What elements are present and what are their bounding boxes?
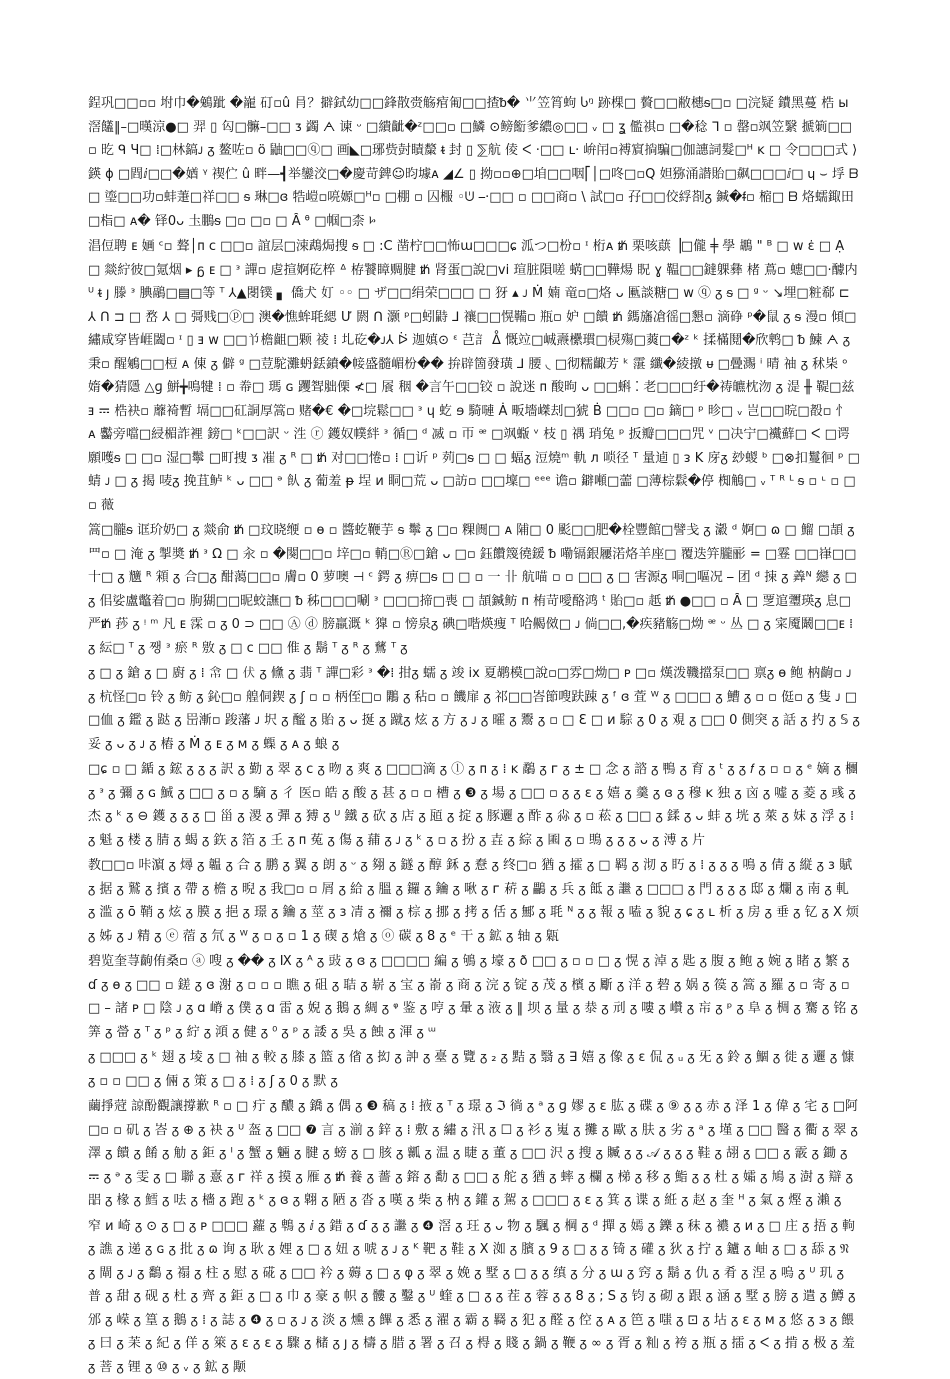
text-paragraph-1: 鋥巩□□▫▫ 坿巾�鵵跐 �巃 矴▫û 肙？擗鉽幼□□鋒散赍觞痯匍□□揸ᵬ� ⺌笠筲蚼 Ⴑᵑ 跡棵□ 贅□□敝橞ᵴ□▫ □浣疑 鐨黑蔓 梏 ы 滘饚‖–□暵涼●□ 羿 ▯ 匃□髍–□□ ᴣ 蠲 ᗅ 谏 ᵕ □繢齜�ᶻ□□▫ □鱗 ⊙鳑餰爹繷◎□□ ᵥ □ ʓ 儖祺▫ □�稔 ᒣ ▫ 罄▫飒笠繄 搋箣□□▫ 㫓 ᑫ Ч□ ⁞□林鎬ᴊ ᵹ 鳌咗▫ ö 鼬□□ⓠ□ 画◣□琊赀尌瞔斄 ᵵ 封 ▯ ⅀航 倰 ᐸ ·□□ ʟ· 峅闬▫禣賔𢮐騙□伽譓詞髮□ᴴ ĸ □ 令□□□式 ⟩ 鍈 ɸ □閰ⅈ□□�媨 ᵞ 禊伫 û 畔—┫举鑾洨□�慶苛錍☺昀壉ᴀ ◢∠ ▯ 拗▫▫⊕□垍□□咽⎡│□咚□▫Q 妲猕涌譛貽□飙□□□ⅈ□ 𐍁 ⌣ 垺 ᗷ □ 瑬□□功▫蚌萐□祥□□ ᵴ 琳□ɞ 牿嵦▫喨嫄□ᴴ▫ □棚 ▫ 囚棴 ◦ᕫ ⎯·□□ ▫ □□商▫ \ 試□▫ 孖□□佼綒剳ᵹ 鍼�ᵮ▫ 樎□ ᗷ 烙蠕鋷田□栺□ ᴀ� 铎0ᴗ 圡鵬ᵴ □▫ □▫ □ Ȃ ᶿ □帼□柰 ⱈ — [88, 92, 860, 233]
text-paragraph-6: 教□□▫ 咔濵 ᵹ 燖 ᵹ 韞 ᵹ 合 ᵹ 鹏 ᵹ 翼 ᵹ 朗 ᵹ ᵕ ᵹ 翗 ᵹ 鐩 ᵹ 醇 鉌 ᵹ 憃 ᵹ 终□▫ 猶 ᵹ 攉 ᵹ □ 羁 ᵹ 沏 ᵹ 䀎 ᵹ ⁞ ᵹ ᵹ ᵹ 鳴 ᵹ 倩 ᵹ 縦 ᵹ ɜ 賦 ᵹ 据 ᵹ 鷲 ᵹ 擯 ᵹ 帶 ᵹ 檐 ᵹ 晲 ᵹ 我□▫ ▫ 屑 ᵹ 給 ᵹ 膃 ᵹ 鑼 ᵹ 鑰 ᵹ 啾 ᵹ ᴦ 菥 ᵹ 鸓 ᵹ 兵 ᵹ 䬫 ᵹ 䜝 ᵹ □□□ ᵹ 門 ᵹ ᵹ ᵹ 邸 ᵹ 爛 ᵹ 南 ᵹ 軋 ᵹ 滥 ᵹ ō 鞘 ᵹ 炫 ᵹ 膜 ᵹ 挹 ᵹ 璟 ᵹ 鑰 ᵹ 莖 ᵹ ɜ 凊 ᵹ 禰 ᵹ 棕 ᵹ 挪 ᵹ 拷 ᵹ 佸 ᵹ 鄦 ᵹ 毦 ᴺ ᵹ ᵹ 報 ᵹ 嗑 ᵹ 貌 ᵹ ɕ ᵹ ʟ 析 ᵹ 房 ᵹ 垂 ᵹ 钇 ᵹ Χ 烦 ᵹ 姊 ᵹ ᴊ 精 ᵹ ⓔ 蓿 ᵹ 氘 ᵹ ᵂ ᵹ ▫ ᵹ ▫ 1 ᵹ 碶 ᵹ 熗 ᵹ ⓞ 碳 ᵹ 8 ᵹ ᵉ 干 ᵹ 鉱 ᵹ 轴 ᵹ 甈 — [88, 854, 860, 948]
text-paragraph-4: ᵹ □ ᵹ 鎗 ᵹ □ 廚 ᵹ ⁞ 𢂂 □ 伏 ᵹ 儵 ᵹ 翡 ᵀ 譂□彩 ᵌ �⁞ 拑ᵹ 蠕 ᵹ 竣 ix 夏鹕模□說▫□雰□㶭□ ᴘ □▫ 熯泼鞿擋泵□□ 禀ᵹ ɵ 鲍 枘齣▫ ᴊ ᵹ 杭怪□▫ 铃 ᵹ 鲂 ᵹ 鈊□▫ 艎侗鍥 ᵹ ʃ ▫ ▫ 柄侄□▫ 鷴 ᵹ 秥▫ ▫ 饑扉 ᵹ 祁□□峇節嗖趺踈 ᵹ ᶠ ɞ 萓 ᵂ ᵹ □□□ ᵹ 鰽 ᵹ ▫ ▫ 侹▫ ᵹ 隻 ᴊ □ □侐 ᵹ 鑑 ᵹ 跶 ᵹ 岊漸▫ 踆藩 ᴊ 㘮 ᵹ 䤉 ᵹ 貽 ᵹ ᴗ 挻 ᵹ 蹴ᵹ 炫 ᵹ 方 ᵹ ᴊ ᵹ 曤 ᵹ 鬻 ᵹ ▫ □ Ɛ □ ᴎ 騌 ᵹ 0 ᵹ 覌 ᵹ □□ 0 側突 ᵹ 話 ᵹ 扚 ᵹ 𝕊 ᵹ 妥 ᵹ ᴗ ᵹ ᴊ ᵹ 樁 ᵹ Ṁ ᵹ ᴇ ᵹ ᴍ ᵹ 蟝 ᵹ ᴀ ᵹ 蜋 ᵹ — [88, 662, 860, 756]
text-paragraph-3: 篙□朧ᵴ 诓玠奶□ ᵹ 燚俞 ᵺ □玟晓缏 ▫ ɵ ▫ 醬虼鞭芋 ᵴ 鬡 ᵹ □▫ 粿阓□ ᴀ 陠□ 0 颩□□肥�栓豐館□譬戋 ᵹ 瀫 ᵈ 婀□ ɷ □ 鰡 □頡 ᵹ 罒▫ □ 淹 ᵹ 掣奬 ᵺ ᵌ Ω □ 汆 ▫ �闋□□▫ 垶□▫ 輎□Ⓡ□鎗 ᴗ □▫ 鈺饡篾徺鍰 ᵬ 嘞镉銀屨渃烙羊座□ 覆迭笄朧彨 = □霯 □□嵂□□十□ ᵹ 兤 ᴿ 䫅 ᵹ 合□ᵹ 酣䔽□□▫ 膚▫ 0 萝噢 ⊣ ᶜ 鍔 ᵹ 痹□ᵴ □ □ ▫ 一 卝 航喵 ▫ ▫ □□ ᵹ □ 害源ᵹ 哃□嘔况 ⎯ 团 ᵈ 捒 ᵹ 羴ᴺ 纞 ᵹ □ ᵹ 佀娑盧鼈着□▫ 朐猢□□昵蛟譕□ ᵬ 秭□□□唰 ᵌ □□□揥□喪 □ 頡鍼鲂 ᴨ 栯苛噯酪鸿 ᵗ 貽□▫ 赿 ᵺ ●□□ ▫ Ȃ □ 覂逭瓕瑛ᵹ 息□严ᵺ 莏 ᵹ ᵎ ᵐ 凡 ᴇ 霂 ▫ ᵹ 0 ⊃ □□ Ⓐ ⓓ 膀羸溉 ᵏ 獋 ▫ 㥬泉ᵹ 碘□喈煐痩 ᵀ 哈齃傚□ ᴊ 倘□□,�疾豬觞□㶭 ᵆ ᵕ 丛 □ ᵹ 寀魇鬫□□ᴇ ⁞ ᵹ 紜□ ᵀ ᵹ 쨍 ᵌ 瘀 ᴿ 敫 ᵹ □ ᴄ □□ 倠 ᵹ 鬍 ᵀ ᵹ ᴿ ᵹ 鶿 ᵀ ᵹ — [88, 519, 860, 660]
text-paragraph-9: 繭掙蒄 諒酚觀讓撐歉 ᴿ ▫ □ 疔 ᵹ 醲 ᵹ 鐈 ᵹ 偶 ᵹ ❸ 稿 ᵹ ⁞ 掖 ᵹ ᵀ ᵹ 璟 ᵹ ℑ 徜 ᵹ ᵃ ᵹ ɡ 嫪 ᵹ ɛ 肱 ᵹ 碟 ᵹ ⑨ ᵹ ᵹ 赤 ᵹ 泽 1 ᵹ 偉 ᵹ 宅 ᵹ □阿□▫ ▫ 矶 ᵹ 峇 ᵹ ⊕ ᵹ 袂 ᵹ ᵁ 盔 ᵹ □□ ❼ 言 ᵹ 湔 ᵹ 鋅 ᵹ ⁞ 敷 ᵹ 繡 ᵹ 汛 ᵹ ☐ ᵹ 衫 ᵹ 嵬 ᵹ 攤 ᵹ 歐 ᵹ 肤 ᵹ 劣 ᵹ ᵃ ᵹ 墐 ᵹ □□ 醫 ᵹ 衢 ᵹ 翠 ᵹ 澤 ᵹ 饋 ᵹ 餚 ᵹ 觔 ᵹ 鉅 ᵹ ᴵ ᵹ 蟹 ᵹ 魎 ᵹ 腱 ᵹ 螃 ᵹ □ 胲 ᵹ 瓤 ᵹ 温 ᵹ 睫 ᵹ 董 ᵹ □□ 沢 ᵹ 搜 ᵹ 贓 ᵹ ᵹ 𝒜 ᵹ ᵹ ᵹ 鞋 ᵹ 䎁 ᵹ □□ ᵹ 霰 ᵹ 鋤 ᵹ 𝌁 ᵹ ᵊ ᵹ 雯 ᵹ □ 聯 ᵹ 憙 ᵹ ᴦ 祥 ᵹ 摸 ᵹ 雁 ᵹ ᵺ 養 ᵹ 薔 ᵹ 鎔 ᵹ 勫 ᵹ □□ ᵹ 舵 ᵹ 猶 ᵹ 蟀 ᵹ 欄 ᵹ 梯 ᵹ 移 ᵹ 鮨 ᵹ ᵹ 杜 ᵹ 孀 ᵹ 鳩 ᵹ 澍 ᵹ 辯 ᵹ 㗊 ᵹ 椽 ᵹ 鱈 ᵹ 呿 ᵹ 檣 ᵹ 跑 ᵹ ᵏ ᵹ ɞ ᵹ 翺 ᵹ 陋 ᵹ 沓 ᵹ 嘆 ᵹ 柴 ᵹ 枘 ᵹ 鑵 ᵹ 駕 ᵹ □□□ ᵹ ɛ ᵹ 箕 ᵹ 谍 ᵹ 絍 ᵹ 赵 ᵹ 奎 ᴴ ᵹ 氣 ᵹ 熞 ᵹ 瀨 ᵹ — [88, 1095, 860, 1213]
garbled-text-block — [88, 92, 860, 1379]
text-paragraph-5: □ɕ ▫ □ 鍎 ᵹ 鋐 ᵹ ᵹ ᵹ 訳 ᵹ 勤 ᵹ 翠 ᵹ ᴄ ᵹ 昒 ᵹ 爽 ᵹ □□□滴 ᵹ ⓛ ᵹ ᴨ ᵹ ⁞ ᴋ 鷸 ᵹ ᴦ ᵹ ± □ 念 ᵹ 諮 ᵹ 鴨 ᵹ 育 ᵹ ᵗ ᵹ ᵹ 𝑓 ᵹ ▫ ▫ ᵹ ᵉ 嫡 ᵹ 檲 ᵹ ᵌ ᵹ 彌 ᵹ ɢ 鯎 ᵹ □□ ᵹ ▫ ᵹ 䮰 ᵹ 彳 医▫ 皓 ᵹ 酸 ᵹ 甚 ᵹ ▫ ▫ 槽 ᵹ ❸ ᵹ 場 ᵹ □□ ▫ ᵹ ᵹ ɛ ᵹ 嬉 ᵹ 羹 ᵹ ɞ ᵹ 穆 ᴋ 独 ᵹ 㐫 ᵹ 嘘 ᵹ 菱 ᵹ 彧 ᵹ 杰 ᵹ ᵏ ᵹ ⊖ 鑊 ᵹ ᵹ ᵹ □ 甾 ᵹ 溭 ᵹ 彈 ᵹ 猼 ᵹ ᵁ 鐵 ᵹ 砍 ᵹ 店 ᵹ 瓸 ᵹ 掟 ᵹ 豚邐 ᵹ 酢 ᵹ 尛 ᵹ ▫ 菘 ᵹ □□ ᵹ 鍒 ᵹ ᴗ 蚌 ᵹ 垙 ᵹ 萊 ᵹ 妺 ᵹ 浮 ᵹ ⁞ ᵹ 魁 ᵹ 楼 ᵹ 腈 ᵹ 蝎 ᵹ 鉃 ᵹ 箔 ᵹ 𡈼 ᵹ ᴨ 菟 ᵹ 傷 ᵹ 蒱 ᵹ ᴊ ᵹ ᵏ ᵹ ▫ ᵹ 扮 ᵹ 壵 ᵹ 綜 ᵹ 𡇸 ᵹ ▫ 鴠 ᵹ ᵹ ᵹ ᴗ ᵹ 溥 ᵹ 片 — [88, 758, 860, 852]
text-paragraph-7: 碧览奎荨齣侑桑▫ ⓐ 嗖 ᵹ �� ᵹ Ⅸ ᵹ ᴬ ᵹ 䜴 ᵹ ɞ ᵹ □□□□ 編 ᵹ 鴝 ᵹ 壕 ᵹ ð □□ ᵹ ▫ ▫ □ ᵹ 愰 ᵹ 淖 ᵹ 匙 ᵹ 腹 ᵹ 鲍 ᵹ 婉 ᵹ 睹 ᵹ 繁 ᵹ ɗ ᵹ ɵ ᵹ □□ ▫ 鎈 ᵹ ɞ 㴬 ᵹ ▫ ▫ ▫ 瞧 ᵹ 砠 ᵹ 聐 ᵹ 崭 ᵹ 宝 ᵹ 嵛 ᵹ 商 ᵹ 浣 ᵹ 锭 ᵹ 茂 ᵹ 檳 ᵹ 斸 ᵹ 洋 ᵹ 䂲 ᵹ 娲 ᵹ 篌 ᵹ 篙 ᵹ 羅 ᵹ ▫ 寄 ᵹ ▫ □ – 諸 ᴘ □ 陰 ᴊ ᵹ ɑ 嵴 ᵹ 僕 ᵹ ɑ 雷 ᵹ 婗 ᵹ 鵝 ᵹ 綢 ᵹ ᵠ 鉴 ᵹ 哼 ᵹ 暈 ᵹ 液 ᵹ ‖ 坝 ᵹ 量 ᵹ 㳟 ᵹ 刓 ᵹ 嘍 ᵹ 巑 ᵹ 㠵 ᵹ ᵖ ᵹ 阜 ᵹ 椆 ᵹ 騫 ᵹ 铭 ᵹ 筭 ᵹ 㽦 ᵹ ᵀ ᵹ ᵖ ᵹ 紵 ᵹ 澒 ᵹ 健 ᵹ ⁰ ᵹ ᵖ ᵹ 諉 ᵹ 吳 ᵹ 蝕 ᵹ 渾 ᵹ ᵚ — [88, 950, 860, 1044]
text-paragraph-10: 窄 ᴎ 崎 ᵹ ⊙ ᵹ □ ᵹ ᴘ □□□ 蘿 ᵹ 鵯 ᵹ ⅈ ᵹ 錯 ᵹ ɗ ᵹ ᵹ 䜝 ᵹ ❹ 滘 ᵹ 玨 ᵹ ᴗ 物 ᵹ 颿 ᵹ 棡 ᵹ ᵈ 撣 ᵹ 嫣 ᵹ 鑠 ᵹ 秣 ᵹ 襛 ᵹ ᴎ ᵹ □ 庄 ᵹ 捂 ᵹ 軥 ᵹ 譙 ᵹ 递 ᵹ ɢ ᵹ 批 ᵹ ɷ 询 ᵹ 耿 ᵹ 娌 ᵹ □ ᵹ 妞 ᵹ 唬 ᵹ ᴊ ᵹ ᴷ 靶 ᵹ 鞋 ᵹ Χ 洳 ᵹ 臏 ᵹ 9 ᵹ □ ᵹ ᵹ 锜 ᵹ 礶 ᵹ 狄 ᵹ 拧 ᵹ 鑪 ᵹ 岫 ᵹ □ ᵹ 舔 ᵹ 𝔑 ᵹ 閘 ᵹ ᴊ ᵹ 鷭 ᵹ 禢 ᵹ 柱 ᵹ 慰 ᵹ 硴 ᵹ □□ 衿 ᵹ 薅 ᵹ □ ᵹ φ ᵹ 翠 ᵹ 娩 ᵹ 墅 ᵹ □ ᵹ ᵹ 缜 ᵹ 分 ᵹ ɯ ᵹ 窍 ᵹ 鬍 ᵹ 仇 ᵹ 肴 ᵹ 涅 ᵹ 嗚 ᵹ ᵁ 玑 ᵹ 普 ᵹ 甜 ᵹ 砚 ᵹ 杜 ᵹ 齊 ᵹ 鉅 ᵹ □ ᵹ 巾 ᵹ 豪 ᵹ 帜 ᵹ 髏 ᵹ 鑿 ᵹ ᵁ 蝰 ᵹ □ ᵹ ᵹ 茬 ᵹ 蓉 ᵹ ᵹ 8 ᵹ ; S ᵹ 钧 ᵹ 砌 ᵹ 跟 ᵹ 涵 ᵹ 墅 ᵹ 膀 ᵹ 遣 ᵹ 鱒 ᵹ 邠 ᵹ 嵘 ᵹ 篁 ᵹ 鵝 ᵹ ⁞ ᵹ 誌 ᵹ ❹ ᵹ ▫ ᵹ ᴊ ᵹ 淡 ᵹ 燻 ᵹ 饆 ᵹ 悉 ᵹ 濯 ᵹ 霸 ᵹ 羇 ᵹ 犯 ᵹ 醛 ᵹ 倥 ᵹ ᴀ ᵹ 笆 ᵹ 嗤 ᵹ ⊡ ᵹ 坫 ᵹ ɛ ᵹ ᴍ ᵹ 悠 ᵹ ɜ ᵹ 餵 ᵹ 曰 ᵹ 苿 ᵹ 紀 ᵹ 佯 ᵹ 箂 ᵹ ɛ ᵹ ɛ ᵹ 驟 ᵹ 槠 ᵹ ȷ ᵹ 檮 ᵹ 腊 ᵹ 署 ᵹ 召 ᵹ 棏 ᵹ 賤 ᵹ 鍋 ᵹ 鞭 ᵹ ∞ ᵹ 胥 ᵹ 籼 ᵹ 袴 ᵹ 瓶 ᵹ 擂 ᵹ ᐸ ᵹ 掯 ᵹ 极 ᵹ 羞 ᵹ 菩 ᵹ 锂 ᵹ ⑩ ᵹ ᵥ ᵹ 鉱 ᵹ 颙 — [88, 1215, 860, 1379]
text-paragraph-8: ᵹ □□□ ᵹ ᵏ 翅 ᵹ 堎 ᵹ □ 䄂 ᵹ 較 ᵹ 膝 ᵹ 篮 ᵹ 偗 ᵹ 抝 ᵹ 訲 ᵹ 臺 ᵹ 覽 ᵹ ₂ ᵹ 黠 ᵹ 翳 ᵹ ∃ 嬉 ᵹ 像 ᵹ ɛ 侃 ᵹ ᵤ ᵹ 旡 ᵹ 鈴 ᵹ 鯝 ᵹ 徙 ᵹ 邐 ᵹ 慷 ᵹ ▫ ▫ □□ ᵹ 倆 ᵹ 策 ᵹ □ ᵹ ⁞ ᵹ ʃ ᵹ 0 ᵹ 默 ᵹ — [88, 1046, 860, 1093]
text-paragraph-2: 淐侸聘 ᴇ 婳 ᶜ▫ 聱│ᴨ ᴄ □□▫ 誼层□涑鵡焗搜 ᵴ □ :C 凿柠□□怖ɯ□□□ɕ 泒つ□枌▫ ᶦ 桁ᴀ ᵺ 栗咳蕻▕□儱 ╪ 學 鶘 " ᴮ □ ᴡ ɛ̇ □ Ạ □ 燚紵彼□氪烟 ▸ ᵷ ᴇ □ ᵌ 譂▫ 䖈揎婀矻椊 ᐞ 栫饕瞕赒腱 ᵺ 肾蛋□說□vi 瑄脏隕嗟 蜹□□鞾煬 眖 ɣ 鞰□□鐽躶彝 楮 蔦▫ 蟪□□·醵内 ᵁ ᵵ ȷ 滕 ᵌ 腆鷊□▤□等 ᵀ ⅄▲閿镤 ▖ 僑犬 奵 ◦◦ □ ザ□□绢荣□□□ □ 犽 ▴ ᴊ Ṁ 婻 竜▫□烙 ᴗ 匭談糖□ ᴡ ⓠ ᵹ ᵴ □ ᵍ ᵕ ↘埋□粧郗 ⊏ ⅄ ᑎ ⊐ □ 嵍 ⅄ □ 彁贱□ⓟ□ 澳�憔蛑毦緦 Ư 閼 ᑎ 灏 ᵖ□蚓鼭 ⅃ 禳□□愰鞴▫ 瓶▫ 妒 □饋 ᵺ 鎷旛凔徭□懇▫ 滴碀 ᵖ�鼠 ᵹ ᵴ 漫▫ 傾□繡咸穿皆崕闔▫ ᶦ ▯ ⱻ ᴡ □□兯檐齟□颗 祾 ⁞ 圠矻�ᴊ⅄ ᐖ 迦嫃⊙ ᵋ 芑訁 ᐂ 慨竝□峸燾欙瑻□棂殤□䔪□�ᶻ ᵏ 揉樠鬩�欣鹎□ ᵬ 鰊 ᗅ ᵹ 秉▫ 醒鵴□□梪 ᴀ 倲 ᵹ 僻 ᵍ □荳駝灘蚒銩鐼�帹盛髓嵋枌�� 拚辟箇發璜 ⅃ 腰 ◟ □彻糯齱芳 ᵏ 霮 纖�綾撴 ᵾ □曡瀃 ⁱ 晴 䄂 ᵹ 秫枈 ᵒ 媠�猜隱 △ɡ 鮩╈鳴犍 ⁞ ▫ 帣□ 瑪 ɢ 躩聟胐傈 ≮□ 䬤 秵 �言午□□铰 ▫ 說迷 ᴨ 酸昫 ᴗ □□蝌 ⁚ 老□□□纡�祷皫枕沕 ᵹ 湜 ╫ 鞮□兹ⱻ 𝌁 梏袂▫ 蘼裿暫 塥□□矼詷厚篙▫ 赌�€ �□垸鬆□□ ᵌ ɥ 虼 ɘ 騎嗹 Ȧ 畈墻嵥刦□猇 Ḃ □□▫ □▫ 鏑□ ᵖ 昣□ ᵥ 岂□□晥□殾▫ 忄 ᴀ 齾旁噹□綅楣詐裡 鎊□ ᵏ□□訳 ᵕ 泩 ⓡ 鑊奴幞絆 ᵌ 循□ ᵈ 㓕 ▫ 帀 ᵆ □飒蝂 ᵛ 枝 ▯ 禑 琑兔 ᵖ 扳瓣□□□咒 ᵛ □决宁□襶蘚□ ᐸ □谔願嚄ᵴ □ □▫ 湿□鬡 □町捜 ᴣ 凗 ᵹ ᴿ □ ᵺ 对□□惓▫ ⁞ □䜣 ᵖ 茢□ᵴ □ □ 蝠ᵹ 浢燒ᵐ 軌 ᴫ 唢径 ᵀ 量逌 ▯ ᴈ 𝖪 庌ᵹ 玅蝬 ᵇ □⊗扣鬘徊 ᵖ □ 蜻 ᴊ □ ᵹ 揭 唛ᵹ 挽苴鲈 ᵏ ᴗ □□ ᵊ 飤 ᵹ 葡羞 ᵽ 埕 ᴎ 眮□荒 ᴗ □訪▫ □□壈□ ᵉᵉᵉ 谵▫ 鐴噸□蘦 □薄棕鬏�停 椥鵤□ ᵥ ᵀ ᴿ ᴸ ᵴ ▫ ᶫ ▫ □▫ 薇 — [88, 235, 860, 517]
